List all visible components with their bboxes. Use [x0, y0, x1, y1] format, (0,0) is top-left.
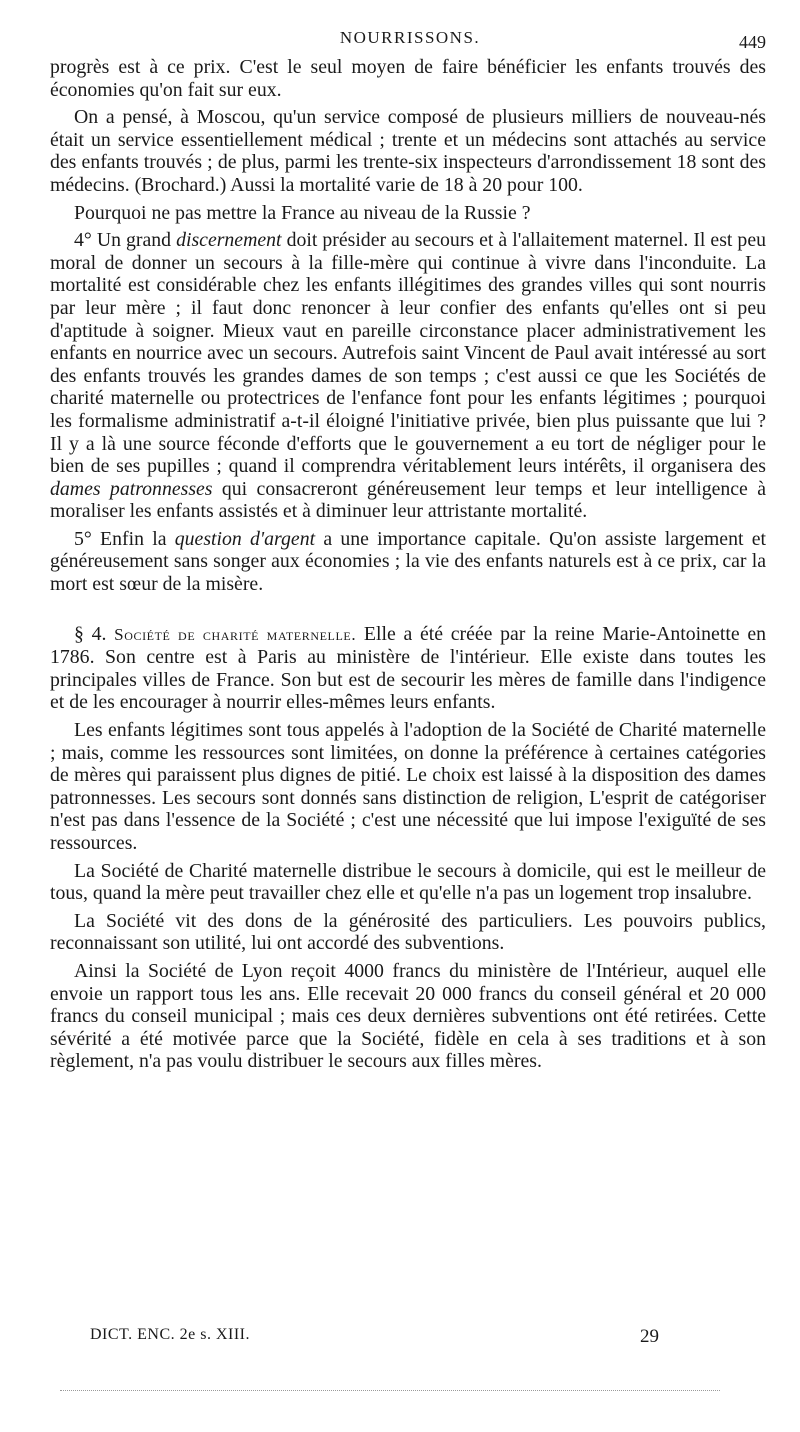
text-run: 4° Un grand [74, 229, 177, 252]
page-number: 449 [739, 32, 766, 52]
text-run: doit présider au secours et à l'allaitement maternel. Il est peu moral de donner un secours à la fille-mère qui continue à vivre dans l'inconduite. La mortalité est considérable chez les enfants illégitimes des grandes villes qui sont nourris par leur mère ; il faut donc renoncer à leur confier des enfants qu'elles ont si peu d'aptitude à soigner. Mieux vaut en pareille circonstance placer administrativement les enfants en nourrice avec un secours. Autrefois saint Vincent de Paul avait intéressé au sort des enfants trouvés les grandes dames de son temps ; c'est aussi ce que les Sociétés de charité maternelle ou protectrices de l'enfance font pour les enfants légitimes ; pourquoi les formalisme administratif a-t-il éloigné l'initiative privée, bien plus puissante que lui ? Il y a là une source féconde d'efforts que le gouvernement a eu tort de négliger pour le bien de ses pupilles ; quand il comprendra véritablement leurs intérêts, il organisera des [50, 229, 766, 478]
paragraph-lyon: Ainsi la Société de Lyon reçoit 4000 francs du ministère de l'Intérieur, auquel elle envoie un rapport tous les ans. Elle recevait 20 000 francs du conseil général et 20 000 francs du conseil municipal ; mais ces deux dernières subventions ont été retirées. Cette sévérité a été motivée parce que la Société, fidèle en cela à ses traditions et à son règlement, n'a pas voulu distribuer le secours aux filles mères. [50, 959, 766, 1073]
section-marker: § 4. [74, 622, 115, 645]
emphasis-discernement: discernement [176, 229, 282, 252]
text-run: qui consacreront généreusement leur temps et leur intelligence à moraliser les enfants assistés et à diminuer leur attristante mortalité. [50, 477, 766, 523]
text-run: Elle a été créée par la reine Marie-Antoinette en 1786. Son centre est à Paris au ministère de l'intérieur. Elle existe dans toutes les principales villes de France. Son but est de secourir les mères de famille dans l'indigence et de les encourager à nourrir elles-mêmes leurs enfants. [50, 622, 766, 714]
paragraph-secours-domicile: La Société de Charité maternelle distribue le secours à domicile, qui est le meilleur de tous, quand la mère peut travailler chez elle et qu'elle n'a pas un logement trop insalubre. [50, 859, 766, 905]
printer-signature: DICT. ENC. 2e s. XIII. [90, 1326, 251, 1343]
emphasis-dames-patronnesses: dames patronnesses [50, 477, 213, 500]
page-header [48, 28, 772, 54]
section-heading: Société de charité maternelle. [114, 624, 357, 644]
paragraph-continued: progrès est à ce prix. C'est le seul moyen de faire bénéficier les enfants trouvés des économies qu'on fait sur eux. [50, 56, 766, 101]
running-title: NOURRISSONS. [339, 28, 481, 47]
paragraph-moscow: On a pensé, à Moscou, qu'un service composé de plusieurs milliers de nouveau-nés était un service essentiellement médical ; trente et un médecins sont attachés au service des enfants trouvés ; de plus, parmi les trente-six inspecteurs d'arrondissement 18 sont des médecins. (Brochard.) Aussi la mortalité varie de 18 à 20 pour 100. [50, 106, 766, 196]
text-run: a une importance capitale. Qu'on assiste largement et généreusement sans songer aux économies ; la vie des enfants naturels est à ce prix, car la mort est sœur de la misère. [50, 527, 766, 596]
page-body [50, 56, 766, 1078]
emphasis-question-argent: question d'argent [174, 527, 316, 550]
paragraph-dons: La Société vit des dons de la générosité des particuliers. Les pouvoirs publics, reconnaissant son utilité, lui ont accordé des subventions. [50, 909, 766, 955]
page-footer [90, 1326, 690, 1350]
signature-number: 29 [640, 1326, 659, 1347]
paragraph-question-argent [50, 528, 766, 596]
section-charite-maternelle [50, 623, 766, 714]
text-run: 5° Enfin la [74, 527, 175, 550]
paragraph-discernement [50, 229, 766, 523]
scan-noise-line [60, 1390, 720, 1391]
paragraph-enfants-legitimes: Les enfants légitimes sont tous appelés à l'adoption de la Société de Charité maternelle ; mais, comme les ressources sont limitées, on donne la préférence à certaines catégories de mères qui paraissent plus dignes de pitié. Le choix est laissé à la disposition des dames patronnesses. Les secours sont donnés sans distinction de religion, L'esprit de catégoriser n'est pas dans l'essence de la Société ; c'est une nécessité que lui impose l'exiguïté de ses ressources. [50, 719, 766, 854]
paragraph-question: Pourquoi ne pas mettre la France au niveau de la Russie ? [74, 201, 531, 224]
